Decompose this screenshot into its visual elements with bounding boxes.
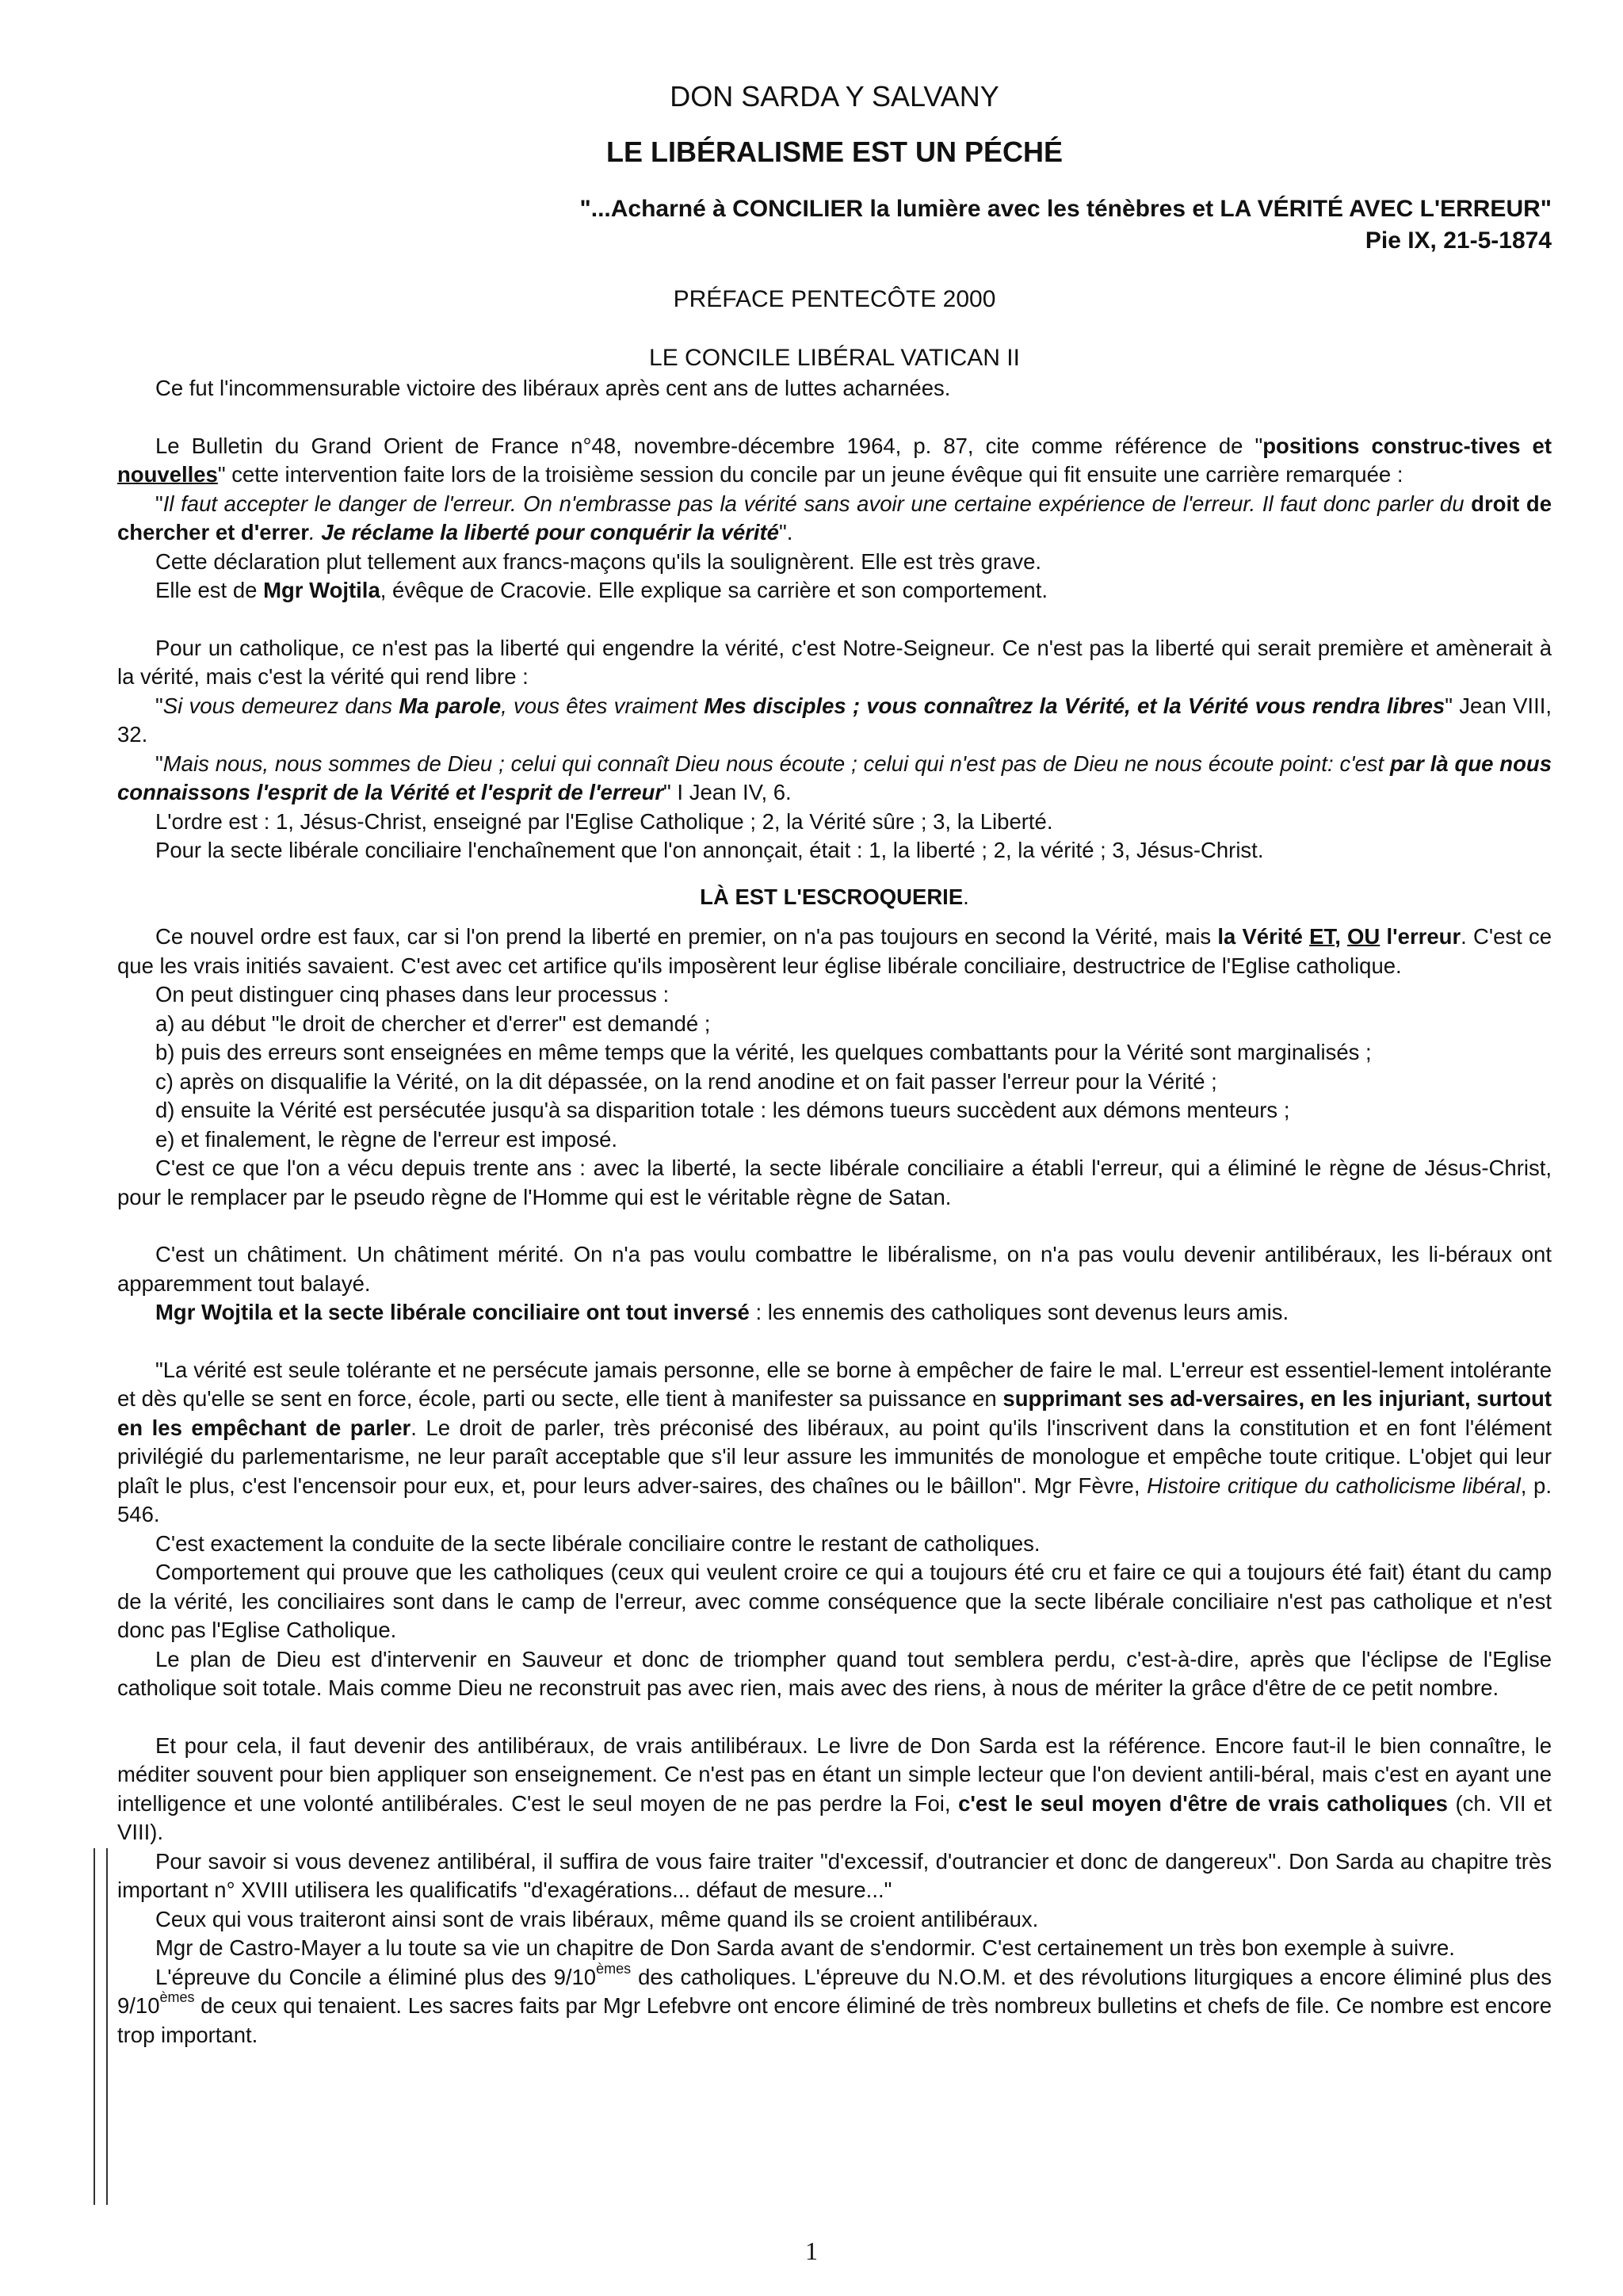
fevre-quote-paragraph: "La vérité est seule tolérante et ne persécute jamais personne, elle se borne à empêcher de faire le mal. L'erreur est essentiel-lement intolérante et dès qu'elle se sent en force, école, parti ou secte, elle tient à manifester sa puissance en supprimant ses ad-versaires, en les injuriant, surtout en les empêchant de parler. Le droit de parler, très préconisé des libéraux, au point qu'ils l'inscrivent dans la constitution et en font l'élément privilégié du parlementarisme, ne leur paraît acceptable que s'il leur assure les immunités de monologue et empêche toute critique. L'objet qui leur plaît le plus, c'est l'encensoir pour eux, et, pour leurs adver-saires, des chaînes ou le bâillon". Mgr Fèvre, Histoire critique du catholicisme libéral, p. 546. — [117, 1357, 1552, 1526]
phase-item: d) ensuite la Vérité est persécutée jusqu'à sa disparition totale : les démons tueurs succèdent aux démons menteurs ; — [155, 1098, 1290, 1122]
those-paragraph: Ceux qui vous traiteront ainsi sont de vrais libéraux, même quand ils se croient antilibéraux. — [155, 1906, 1039, 1931]
phase-item: b) puis des erreurs sont enseignées en même temps que la vérité, les quelques combattants pour la Vérité sont marginalisés ; — [155, 1040, 1372, 1064]
page-number: 1 — [805, 2237, 818, 2265]
escroquerie-heading: LÀ EST L'ESCROQUERIE. — [700, 884, 969, 909]
declaration-paragraph: Cette déclaration plut tellement aux francs-maçons qu'ils la soulignèrent. Elle est très grave. — [155, 548, 1042, 574]
phase-item: a) au début "le droit de chercher et d'errer" est demandé ; — [155, 1010, 711, 1036]
epigraph-source: Pie IX, 21-5-1874 — [1365, 227, 1552, 254]
author-paragraph: Elle est de Mgr Wojtila, évêque de Cracovie. Elle explique sa carrière et son comportement. — [155, 578, 1048, 602]
behaviour-paragraph: Comportement qui prouve que les catholiques (ceux qui veulent croire ce qui a toujours été cru et faire ce qui a toujours été fait) étant du camp de la vérité, les conciliaires sont dans le camp de l'erreur, avec comme conséquence que la secte libérale conciliaire n'est pas catholique et n'est donc pas l'Eglise Catholique. — [117, 1560, 1552, 1642]
trial-paragraph: L'épreuve du Concile a éliminé plus des 9/10èmes des catholiques. L'épreuve du N.O.M. et des révolutions liturgiques a encore éliminé plus des 9/10èmes de ceux qui tenaient. Les sacres faits par Mgr Lefebvre ont encore éliminé de très nombreux bulletins et chefs de file. Ce nombre est encore trop important. — [117, 1960, 1552, 2047]
true-order-paragraph: L'ordre est : 1, Jésus-Christ, enseigné par l'Eglise Catholique ; 2, la Vérité sûre ; 3, la Liberté. — [155, 808, 1053, 834]
phase-item: e) et finalement, le règne de l'erreur est imposé. — [155, 1126, 618, 1152]
know-paragraph: Pour savoir si vous devenez antilibéral, il suffira de vous faire traiter "d'excessif, d'outrancier et donc de dangereux". Don Sarda au chapitre très important n° XVIII utilisera les qualificatifs "d'exagérations... défaut de mesure..." — [117, 1848, 1552, 1902]
chastisement-paragraph: C'est un châtiment. Un châtiment mérité. On n'a pas voulu combattre le libéralisme, on n'a pas voulu devenir antilibéraux, les li-béraux ont apparemment tout balayé. — [117, 1242, 1552, 1296]
phase-item: c) après on disqualifie la Vérité, on la dit dépassée, on la rend anodine et on fait passer l'erreur pour la Vérité ; — [155, 1068, 1217, 1094]
phases-intro: On peut distinguer cinq phases dans leur processus : — [155, 982, 670, 1007]
inverted-paragraph: Mgr Wojtila et la secte libérale conciliaire ont tout inversé : les ennemis des catholiques sont devenus leurs amis. — [155, 1300, 1289, 1324]
margin-change-bar — [94, 1848, 108, 2205]
document-page — [117, 73, 1552, 2050]
epigraph-quote: "...Acharné à CONCILIER la lumière avec les ténèbres et LA VÉRITÉ AVEC L'ERREUR" — [579, 196, 1552, 222]
author-heading: DON SARDA Y SALVANY — [670, 80, 999, 113]
john-4-quote: "Mais nous, nous sommes de Dieu ; celui qui connaît Dieu nous écoute ; celui qui n'est pas de Dieu ne nous écoute point: c'est par là que nous connaissons l'esprit de la Vérité et l'esprit de l'erreur" I Jean IV, 6. — [117, 751, 1552, 804]
catholic-paragraph: Pour un catholique, ce n'est pas la liberté qui engendre la vérité, c'est Notre-Seigneur. Ce n'est pas la liberté qui serait première et amènerait à la vérité, mais c'est la vérité qui rend libre : — [117, 635, 1552, 689]
book-title: LE LIBÉRALISME EST UN PÉCHÉ — [605, 136, 1064, 168]
antiliberal-paragraph: Et pour cela, il faut devenir des antilibéraux, de vrais antilibéraux. Le livre de Don Sarda est la référence. Encore faut-il le bien connaître, le méditer souvent pour bien appliquer son enseignement. Ce n'est pas en étant un simple lecteur que l'on devient antili-béral, mais c'est en ayant une intelligence et une volonté antilibérales. C'est le seul moyen de ne pas perdre la Foi, c'est le seul moyen d'être de vrais catholiques (ch. VII et VIII). — [117, 1733, 1552, 1844]
castro-mayer-paragraph: Mgr de Castro-Mayer a lu toute sa vie un chapitre de Don Sarda avant de s'endormir. C'est certainement un très bon exemple à suivre. — [155, 1935, 1455, 1960]
new-order-paragraph: Ce nouvel ordre est faux, car si l'on prend la liberté en premier, on n'a pas toujours en second la Vérité, mais la Vérité ET, OU l'erreur. C'est ce que les vrais initiés savaient. C'est avec cet artifice qu'ils imposèrent leur église libérale conciliaire, destructrice de l'Eglise catholique. — [117, 924, 1552, 978]
bulletin-paragraph: Le Bulletin du Grand Orient de France n°48, novembre-décembre 1964, p. 87, cite comme référence de "positions construc-tives et nouvelles" cette intervention faite lors de la troisième session du concile par un jeune évêque qui fit ensuite une carrière remarquée : — [117, 433, 1552, 487]
conduct-paragraph: C'est exactement la conduite de la secte libérale conciliaire contre le restant de catholiques. — [155, 1530, 1041, 1556]
phases-list — [117, 1010, 1552, 1155]
wojtila-quote: "Il faut accepter le danger de l'erreur. On n'embrasse pas la vérité sans avoir une certaine expérience de l'erreur. Il faut donc parler du droit de chercher et d'errer. Je réclame la liberté pour conquérir la vérité". — [117, 491, 1552, 544]
liberal-order-paragraph: Pour la secte libérale conciliaire l'enchaînement que l'on annonçait, était : 1, la liberté ; 2, la vérité ; 3, Jésus-Christ. — [155, 838, 1264, 862]
preface-heading: PRÉFACE PENTECÔTE 2000 — [673, 286, 996, 312]
section-heading: LE CONCILE LIBÉRAL VATICAN II — [649, 345, 1020, 371]
john-8-quote: "Si vous demeurez dans Ma parole, vous êtes vraiment Mes disciples ; vous connaîtrez la Vérité, et la Vérité vous rendra libres" Jean VIII, 32. — [117, 693, 1552, 747]
thirty-years-paragraph: C'est ce que l'on a vécu depuis trente ans : avec la liberté, la secte libérale conciliaire a établi l'erreur, qui a éliminé le règne de Jésus-Christ, pour le remplacer par le pseudo règne de l'Homme qui est le véritable règne de Satan. — [117, 1156, 1552, 1209]
intro-paragraph: Ce fut l'incommensurable victoire des libéraux après cent ans de luttes acharnées. — [155, 376, 951, 400]
god-plan-paragraph: Le plan de Dieu est d'intervenir en Sauveur et donc de triompher quand tout semblera perdu, c'est-à-dire, après que l'éclipse de l'Eglise catholique soit totale. Mais comme Dieu ne reconstruit pas avec rien, mais avec des riens, à nous de mériter la grâce d'être de ce petit nombre. — [117, 1646, 1552, 1700]
